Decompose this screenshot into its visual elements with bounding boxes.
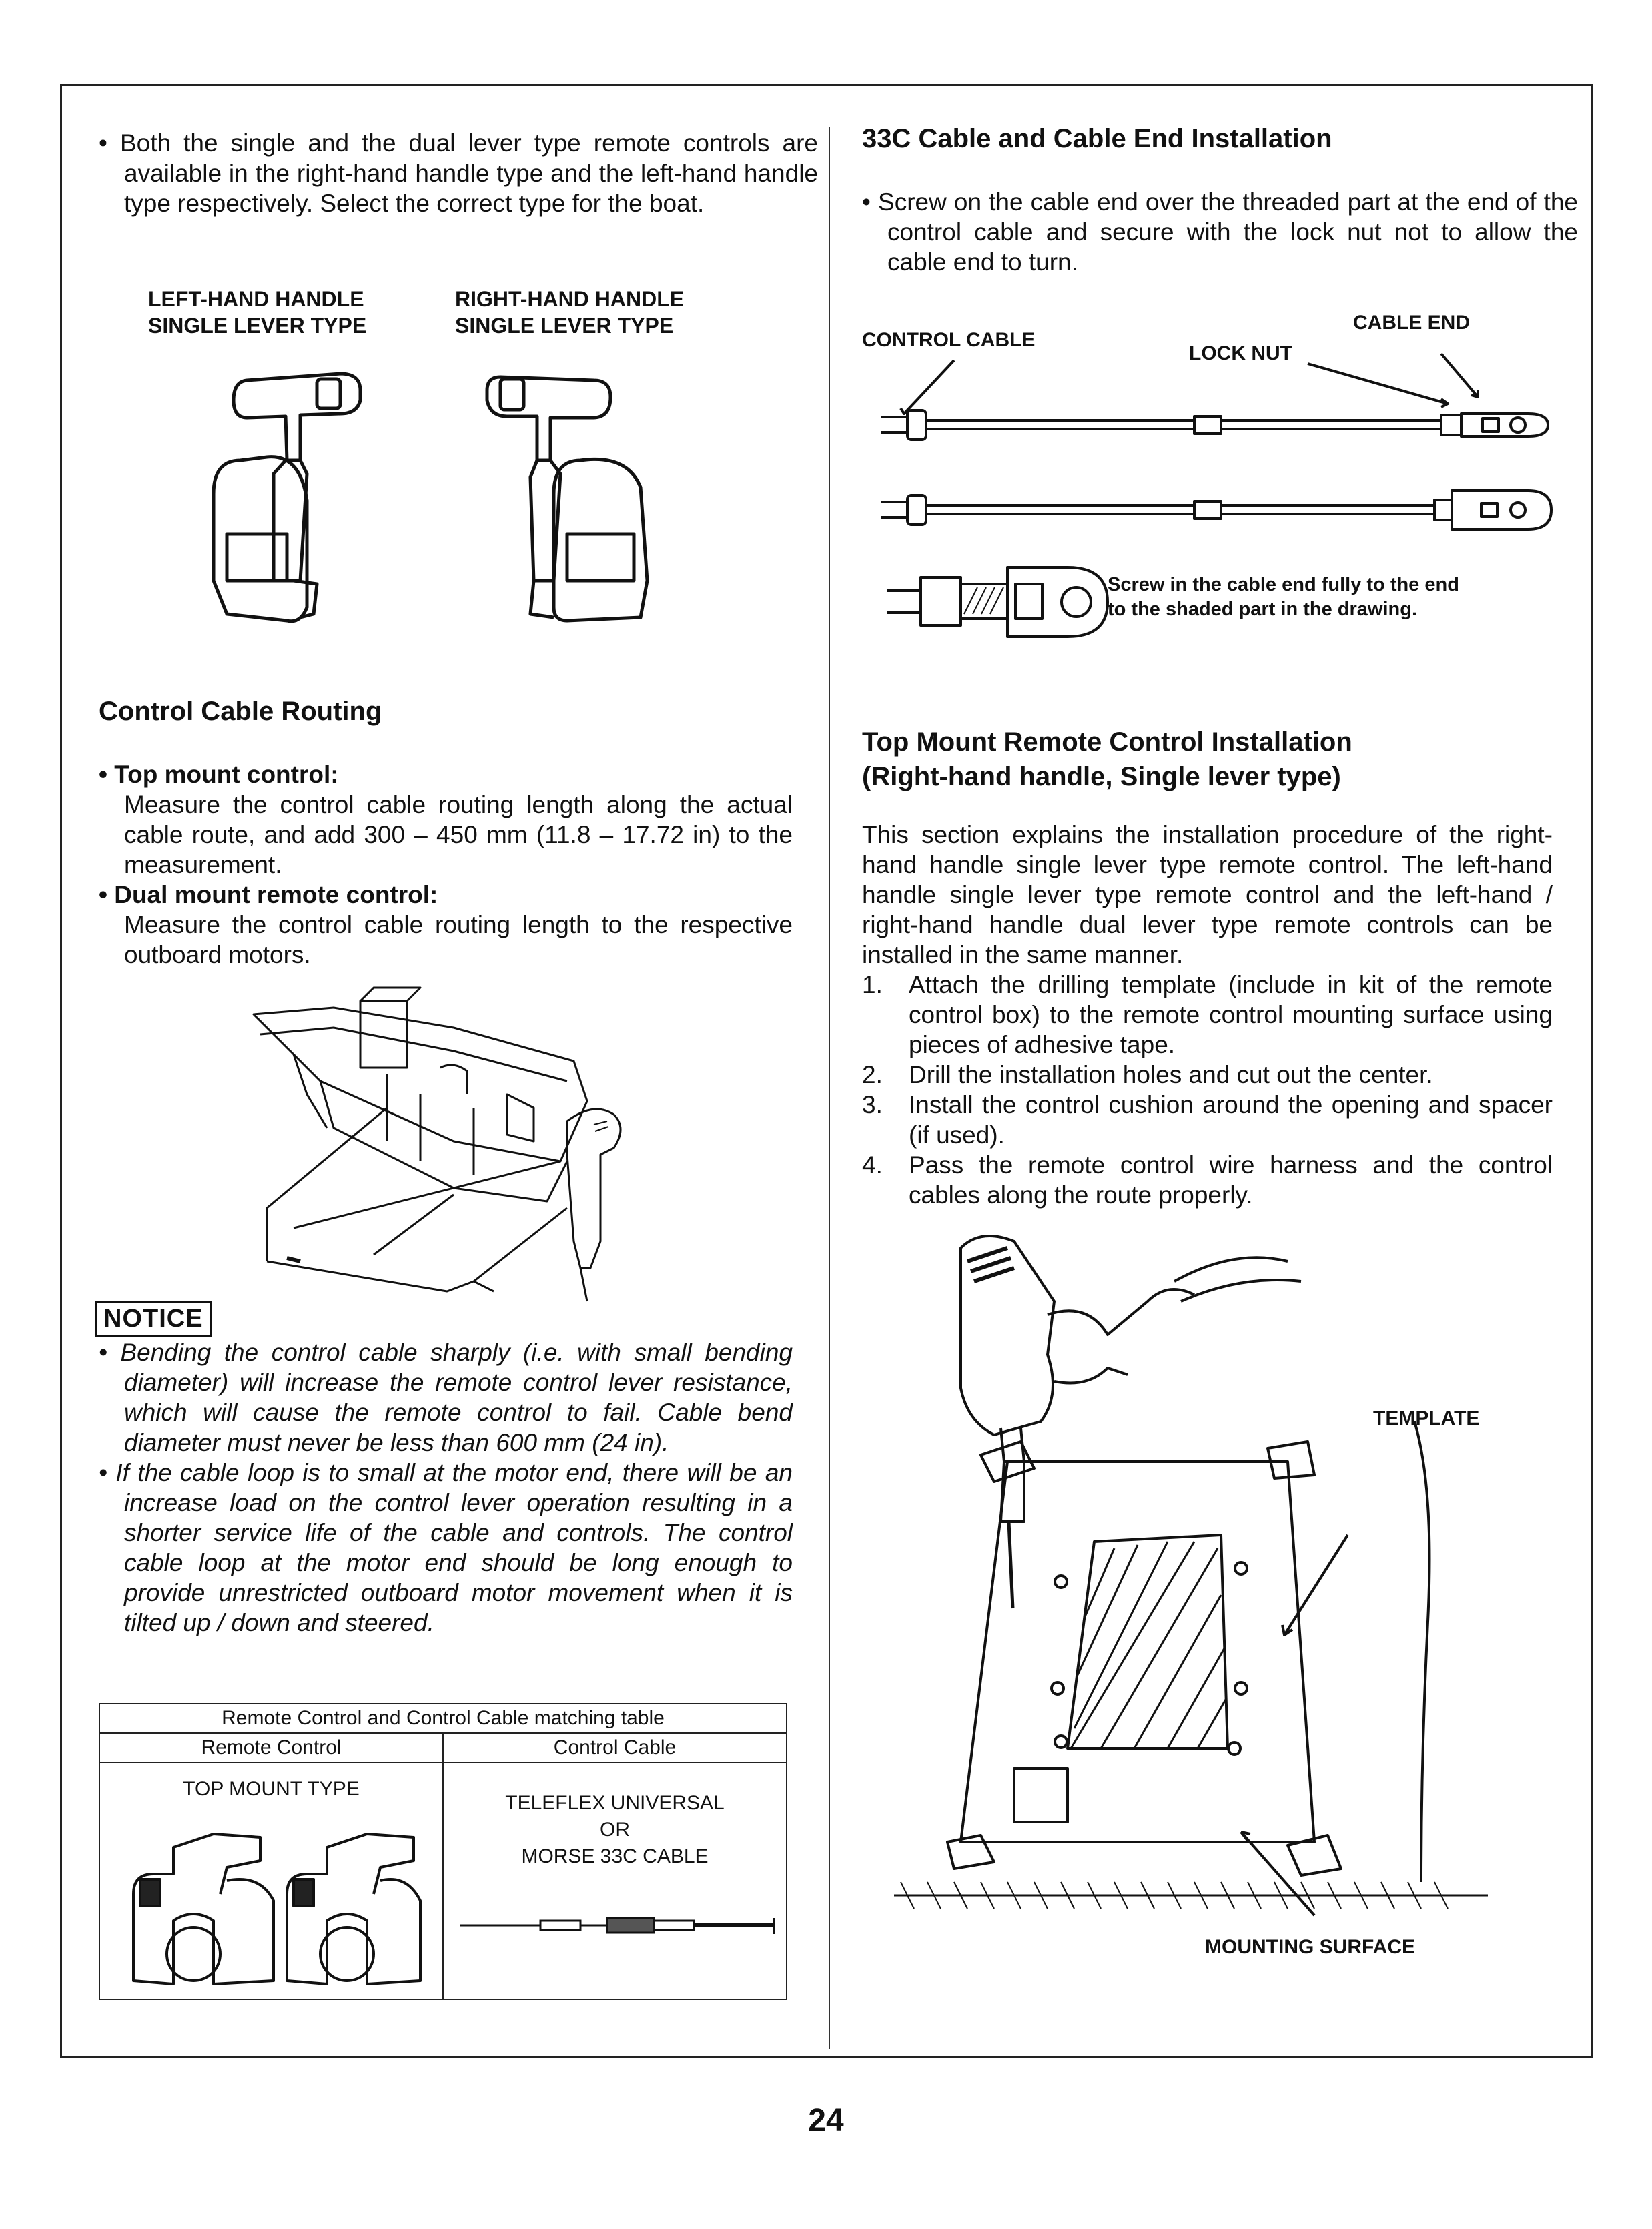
column-divider [829,127,830,2049]
table-header-cable: Control Cable [443,1733,787,1763]
fig-left-label [148,286,366,339]
topmount-body [862,820,1553,1210]
step-text: Pass the remote control wire harness and the control cables along the route properly. [909,1151,1553,1209]
notice-item-2: • If the cable loop is to small at the motor end, there will be an increase load on the control lever operation resulting in a shorter service life of the cable and controls. The control cable loop at the motor end should be long enough to provide unrestricted outboard motor movement when it is tilted up / down and steered. [99,1459,793,1636]
dual-mount-text: Measure the control cable routing length to the respective outboard motors. [124,911,793,968]
table-cable-line2: OR [600,1819,630,1841]
topmount-title [862,725,1352,794]
left-hand-lever-illustration [200,360,400,634]
boat-routing-illustration [254,988,654,1308]
topmount-intro: This section explains the installation procedure of the right-hand handle single lever type remote control. The left-hand handle single lever type remote control and the left-hand / right-hand handle dual lever type remote controls can be installed in the same manner. [862,821,1553,968]
cable-title: 33C Cable and Cable End Installation [862,124,1332,153]
notice-item-1: • Bending the control cable sharply (i.e. with small bending diameter) will increase the remote control lever resistance, which will cause the remote control to fail. Cable bend diameter must never be less than 600 mm (24 in). [99,1339,793,1456]
intro-bullet: • Both the single and the dual lever type remote controls are available in the right-hand handle type and the left-hand handle type respectively. Select the correct type for the boat. [99,129,819,217]
cable-bullet-text: Screw on the cable end over the threaded part at the end of the control cable and secure with the lock nut not to allow the cable end to turn. [878,188,1579,276]
notice-item-1-text: Bending the control cable sharply (i.e. with small bending diameter) will increase the remote control lever resistance, which will cause the remote control to fail. Cable bend diameter must never be less than 600 mm (24 in). [120,1339,793,1456]
table-cell-cable [443,1763,787,1999]
dual-mount-title: Dual mount remote control: [114,881,438,908]
fig-right-label-line1: RIGHT-HAND HANDLE [455,287,685,311]
step-number: 4. [862,1151,883,1179]
right-hand-lever-illustration [467,360,681,634]
drill-template-illustration [887,1221,1501,1915]
step-number: 3. [862,1091,883,1119]
screw-note [1108,573,1459,622]
fig-right-label-line2: SINGLE LEVER TYPE [455,314,674,338]
notice-label: NOTICE [95,1301,212,1337]
step-item [862,970,1553,1060]
label-cable-end: CABLE END [1353,312,1471,334]
table-cable-illustration [460,1915,781,1935]
step-item [862,1150,1553,1210]
step-item [862,1090,1553,1150]
step-item [862,1060,1553,1090]
fig-left-label-line2: SINGLE LEVER TYPE [148,314,367,338]
screw-note-line1: Screw in the cable end fully to the end [1108,574,1459,595]
top-mount-title: Top mount control: [114,761,339,788]
step-number: 1. [862,971,883,998]
fig-right-label [455,286,684,339]
table-remote-type: TOP MOUNT TYPE [183,1778,360,1800]
label-mounting-surface: MOUNTING SURFACE [1205,1936,1415,1958]
top-mount-text: Measure the control cable routing length along the actual cable route, and add 300 – 450 mm (11.8 – 17.72 in) to the measurement. [124,791,793,878]
topmount-title-line2: (Right-hand handle, Single lever type) [862,762,1341,791]
table-title: Remote Control and Control Cable matching table [99,1704,787,1733]
label-template: TEMPLATE [1373,1407,1480,1429]
step-text: Drill the installation holes and cut out the center. [909,1061,1433,1088]
table-header-remote: Remote Control [99,1733,443,1763]
label-lock-nut: LOCK NUT [1189,342,1292,364]
dual-mount-bullet: • Dual mount remote control: [99,881,438,908]
fig-left-label-line1: LEFT-HAND HANDLE [148,287,364,311]
table-cable-line1: TELEFLEX UNIVERSAL [505,1792,725,1814]
cable-bullet: • Screw on the cable end over the threaded part at the end of the control cable and secure with the lock nut not to allow the cable end to turn. [862,188,1579,276]
step-text: Install the control cushion around the opening and spacer (if used). [909,1091,1553,1149]
step-number: 2. [862,1061,883,1088]
page-number: 24 [808,2103,844,2138]
routing-title: Control Cable Routing [99,697,382,726]
steps-list [862,970,1553,1210]
screw-note-line2: to the shaded part in the drawing. [1108,599,1418,620]
routing-body [99,759,793,970]
top-mount-bullet: • Top mount control: [99,761,339,788]
label-control-cable: CONTROL CABLE [862,329,1036,351]
topmount-title-line1: Top Mount Remote Control Installation [862,727,1352,757]
notice-item-2-text: If the cable loop is to small at the motor end, there will be an increase load on the control lever operation resulting in a shorter service life of the cable and controls. The control cable loop at the motor end should be long enough to provide unrestricted outboard motor movement when it is tilted up / down and steered. [115,1459,793,1636]
top-mount-controls-illustration [127,1821,420,1987]
notice-box [95,1301,212,1337]
step-text: Attach the drilling template (include in kit of the remote control box) to the remote control mounting surface using pieces of adhesive tape. [909,971,1553,1058]
table-cable-line3: MORSE 33C CABLE [521,1845,709,1867]
intro-bullet-text: Both the single and the dual lever type remote controls are available in the right-hand handle type and the left-hand handle type respectively. Select the correct type for the boat. [120,129,819,217]
notice-body [99,1337,793,1638]
